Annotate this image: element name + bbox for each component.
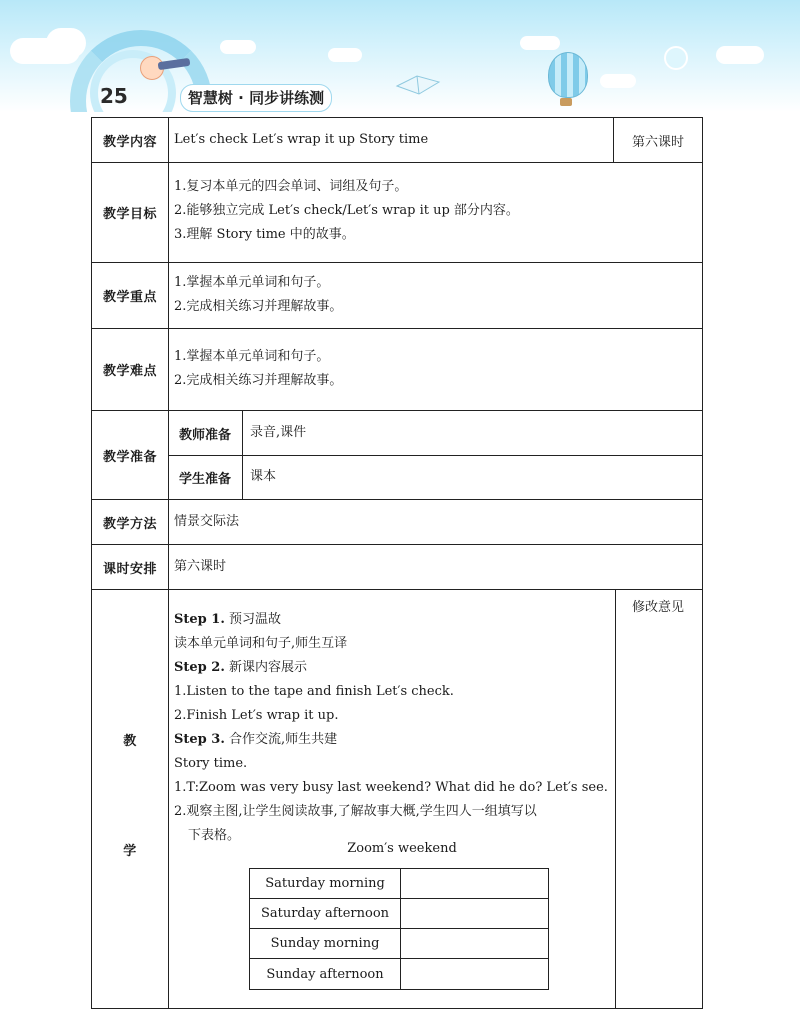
balloon-basket-illustration <box>560 98 572 106</box>
row-content <box>92 118 702 163</box>
cloud-decoration <box>220 40 256 54</box>
goals-list <box>174 175 519 247</box>
process-label-top: 教 <box>123 734 137 749</box>
list-item: 2.能够独立完成 Let′s check/Let′s wrap it up 部分内容。 <box>174 203 519 218</box>
row-label: Saturday morning <box>250 869 401 898</box>
row-schedule <box>92 545 702 590</box>
cloud-decoration <box>46 28 86 58</box>
row-difficulties <box>92 329 702 411</box>
table-row <box>250 869 548 899</box>
step-line: 2.Finish Let′s wrap it up. <box>174 708 339 723</box>
lesson-number: 第六课时 <box>613 118 702 162</box>
row-method <box>92 500 702 545</box>
divider <box>168 545 169 589</box>
row-label: 教学准备 <box>102 449 157 465</box>
divider <box>168 163 169 262</box>
page-number: 25 <box>100 84 128 108</box>
row-preparation <box>92 411 702 500</box>
row-label: Sunday morning <box>250 929 401 958</box>
step-heading: Step 2. <box>174 660 225 675</box>
list-item: 1.掌握本单元单词和句子。 <box>174 275 330 290</box>
student-prep-label: 学生准备 <box>178 472 231 487</box>
cloud-decoration <box>328 48 362 62</box>
table-row <box>250 929 548 959</box>
step-heading: Step 3. <box>174 732 225 747</box>
book-title: 智慧树 · 同步讲练测 <box>180 84 332 112</box>
list-item: 2.完成相关练习并理解故事。 <box>174 373 343 388</box>
blank-answer-cell <box>401 869 548 898</box>
row-process <box>92 590 702 1008</box>
hot-air-balloon-illustration <box>548 52 588 98</box>
cloud-decoration <box>520 36 560 50</box>
teacher-prep-label: 教师准备 <box>178 427 231 443</box>
row-label: 教学方法 <box>102 516 157 532</box>
schedule-value: 第六课时 <box>174 559 227 574</box>
step-line: 下表格。 <box>188 828 241 843</box>
step-title: 合作交流,师生共建 <box>229 732 338 747</box>
blank-answer-cell <box>401 929 548 958</box>
glider-illustration <box>395 72 441 98</box>
row-label: 课时安排 <box>102 561 157 577</box>
lesson-plan-table <box>91 117 703 1009</box>
process-steps <box>174 608 608 848</box>
step-line: Story time. <box>174 756 248 771</box>
row-label: 教学难点 <box>102 364 157 379</box>
list-item: 1.复习本单元的四会单词、词组及句子。 <box>174 179 408 194</box>
row-goals <box>92 163 702 263</box>
teacher-prep-value: 录音,课件 <box>250 425 307 440</box>
header-banner <box>0 0 800 112</box>
sun-illustration <box>664 46 688 70</box>
cloud-decoration <box>716 46 764 64</box>
row-label: 教学重点 <box>102 290 157 305</box>
step-title: 预习温故 <box>229 612 282 627</box>
divider <box>168 455 702 456</box>
row-key-points <box>92 263 702 329</box>
row-label: Saturday afternoon <box>250 899 401 928</box>
divider <box>168 500 169 544</box>
divider <box>168 263 169 328</box>
student-prep-value: 课本 <box>250 469 277 484</box>
table-row <box>250 959 548 989</box>
inner-table-caption: Zoom′s weekend <box>347 841 457 856</box>
step-line: 1.T:Zoom was very busy last weekend? What did he do? Let′s see. <box>174 780 608 795</box>
content-value: Let′s check Let′s wrap it up Story time <box>174 132 429 147</box>
table-row <box>250 899 548 929</box>
cloud-decoration <box>600 74 636 88</box>
divider <box>615 590 616 1008</box>
method-value: 情景交际法 <box>174 514 240 529</box>
zoom-weekend-table <box>249 868 549 990</box>
revision-notes-label: 修改意见 <box>632 600 685 615</box>
divider <box>168 118 169 162</box>
blank-answer-cell <box>401 899 548 928</box>
divider <box>168 590 169 1008</box>
step-line: 2.观察主图,让学生阅读故事,了解故事大概,学生四人一组填写以 <box>174 804 537 819</box>
step-heading: Step 1. <box>174 612 225 627</box>
key-points-list <box>174 271 342 319</box>
row-label: 教学内容 <box>102 134 157 150</box>
difficulties-list <box>174 345 342 393</box>
list-item: 2.完成相关练习并理解故事。 <box>174 299 343 314</box>
step-line: 1.Listen to the tape and finish Let′s check. <box>174 684 454 699</box>
list-item: 3.理解 Story time 中的故事。 <box>174 227 355 242</box>
divider <box>168 329 169 410</box>
blank-answer-cell <box>401 959 548 989</box>
row-label: Sunday afternoon <box>250 959 401 989</box>
step-title: 新课内容展示 <box>229 660 308 675</box>
process-label-bottom: 学 <box>123 844 137 859</box>
step-line: 读本单元单词和句子,师生互译 <box>174 636 348 651</box>
list-item: 1.掌握本单元单词和句子。 <box>174 349 330 364</box>
row-label: 教学目标 <box>102 207 157 222</box>
